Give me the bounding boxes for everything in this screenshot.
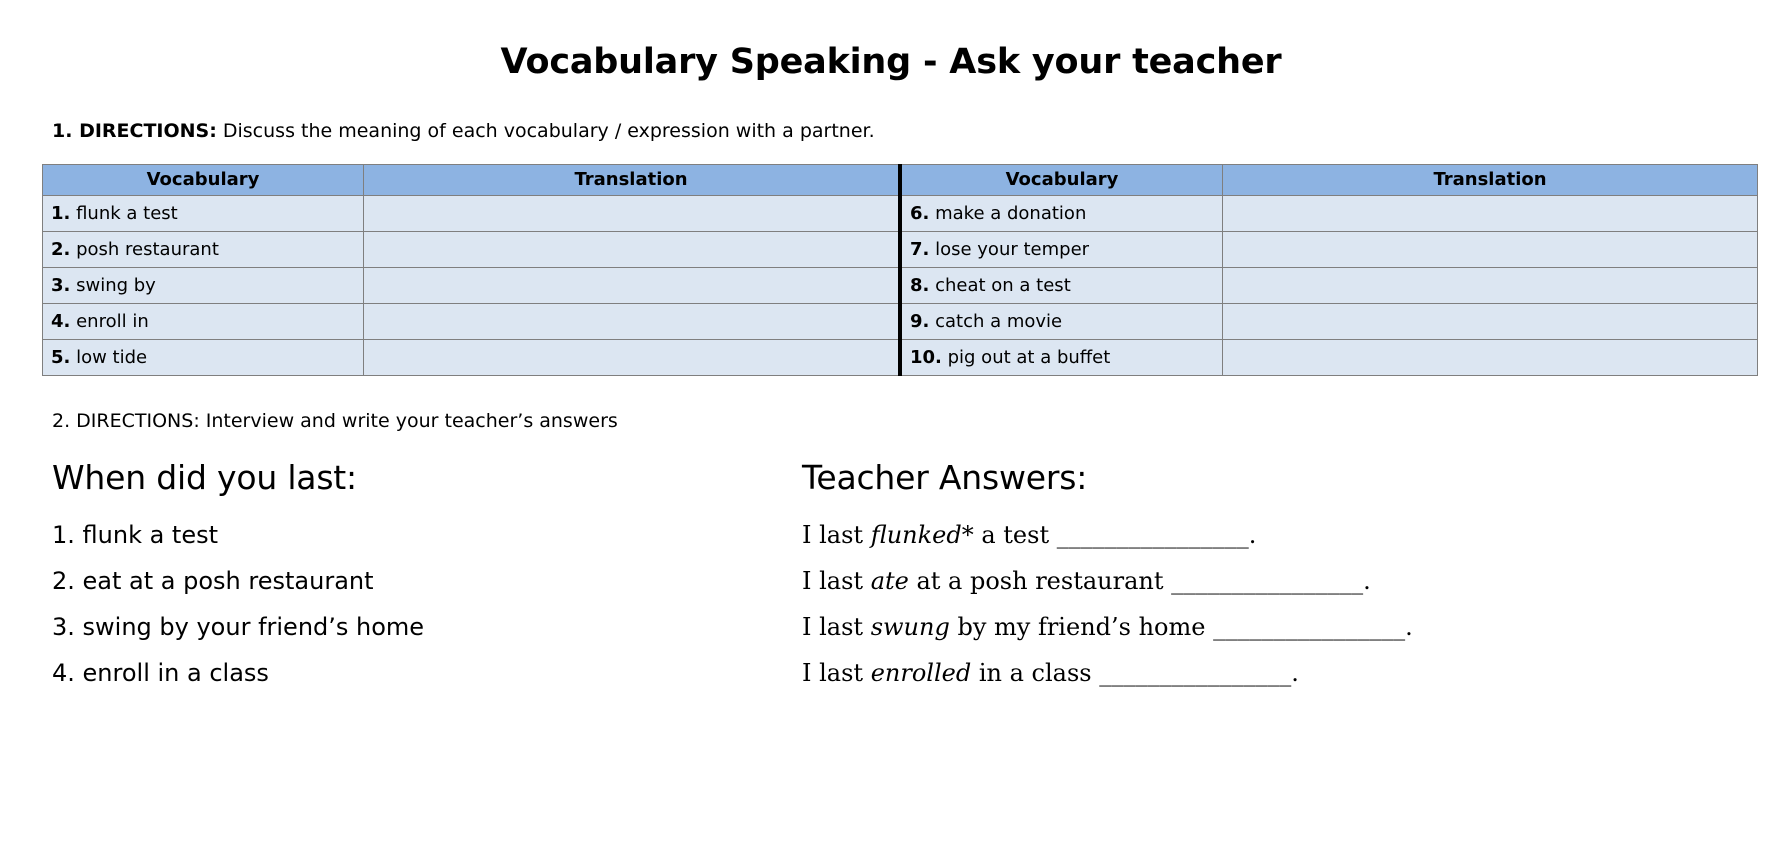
item-text: posh restaurant: [70, 238, 219, 260]
cell-translation-right[interactable]: [1223, 196, 1758, 232]
cell-vocab-left: [43, 268, 364, 304]
cell-translation-left[interactable]: [364, 304, 901, 340]
answer-verb: enrolled: [870, 659, 972, 687]
answer-verb: swung: [870, 613, 950, 641]
item-number: 5.: [51, 346, 71, 368]
directions-2-text: Interview and write your teacher’s answers: [199, 410, 618, 432]
item-number: 3.: [51, 274, 71, 296]
item-text: pig out at a buffet: [941, 346, 1111, 368]
question-item: 4. enroll in a class: [52, 659, 269, 687]
table-row: [43, 232, 1758, 268]
item-number: 7.: [910, 238, 930, 260]
item-text: lose your temper: [929, 238, 1090, 260]
answer-item[interactable]: [802, 661, 1702, 685]
table-row: [43, 196, 1758, 232]
item-text: cheat on a test: [929, 274, 1071, 296]
answer-verb: ate: [870, 567, 909, 595]
answer-item[interactable]: [802, 569, 1702, 593]
questions-list: [52, 523, 802, 685]
cell-translation-left[interactable]: [364, 232, 901, 268]
answer-suffix: in a class ________________.: [971, 659, 1299, 687]
answer-prefix: I last: [802, 567, 871, 595]
cell-translation-right[interactable]: [1223, 304, 1758, 340]
directions-1-label: DIRECTIONS:: [79, 120, 217, 142]
answers-heading: Teacher Answers:: [802, 458, 1088, 497]
worksheet-page: [0, 42, 1776, 862]
cell-translation-left[interactable]: [364, 196, 901, 232]
item-text: make a donation: [929, 202, 1087, 224]
header-vocabulary-right: Vocabulary: [900, 165, 1223, 196]
directions-2-number: 2.: [52, 410, 77, 432]
cell-vocab-right: [900, 232, 1223, 268]
cell-vocab-right: [900, 304, 1223, 340]
header-vocabulary-left: Vocabulary: [43, 165, 364, 196]
answer-item[interactable]: [802, 523, 1702, 547]
answer-prefix: I last: [802, 613, 871, 641]
answer-prefix: I last: [802, 659, 871, 687]
answer-prefix: I last: [802, 521, 871, 549]
cell-translation-left[interactable]: [364, 340, 901, 376]
question-answer-area: [52, 458, 1776, 707]
directions-1-text: Discuss the meaning of each vocabulary / expression with a partner.: [216, 120, 875, 142]
cell-translation-right[interactable]: [1223, 340, 1758, 376]
item-number: 8.: [910, 274, 930, 296]
directions-2-label: DIRECTIONS:: [76, 410, 200, 432]
page-title: Vocabulary Speaking - Ask your teacher: [500, 42, 1282, 82]
question-item: 2. eat at a posh restaurant: [52, 567, 374, 595]
directions-1-number: 1.: [52, 120, 80, 142]
item-text: flunk a test: [70, 202, 178, 224]
answer-suffix: a test ________________.: [973, 521, 1257, 549]
answer-verb: flunked*: [870, 521, 974, 549]
answer-item[interactable]: [802, 615, 1702, 639]
item-text: enroll in: [70, 310, 149, 332]
vocabulary-table: [42, 164, 1758, 376]
cell-translation-left[interactable]: [364, 268, 901, 304]
item-number: 6.: [910, 202, 930, 224]
question-item: 1. flunk a test: [52, 521, 219, 549]
table-row: [43, 268, 1758, 304]
item-number: 10.: [910, 346, 942, 368]
answers-column: [802, 458, 1702, 707]
cell-vocab-right: [900, 268, 1223, 304]
header-translation-right: Translation: [1223, 165, 1758, 196]
item-text: swing by: [70, 274, 156, 296]
item-number: 1.: [51, 202, 71, 224]
question-item: 3. swing by your friend’s home: [52, 613, 425, 641]
cell-vocab-left: [43, 196, 364, 232]
header-translation-left: Translation: [364, 165, 901, 196]
item-number: 2.: [51, 238, 71, 260]
table-header-row: [43, 165, 1758, 196]
cell-vocab-left: [43, 340, 364, 376]
item-text: low tide: [70, 346, 148, 368]
cell-vocab-right: [900, 196, 1223, 232]
item-number: 4.: [51, 310, 71, 332]
cell-vocab-right: [900, 340, 1223, 376]
item-number: 9.: [910, 310, 930, 332]
cell-translation-right[interactable]: [1223, 232, 1758, 268]
questions-column: [52, 458, 802, 707]
item-text: catch a movie: [929, 310, 1063, 332]
answers-list: [802, 523, 1702, 685]
cell-vocab-left: [43, 232, 364, 268]
cell-translation-right[interactable]: [1223, 268, 1758, 304]
directions-1: [52, 120, 1776, 142]
answer-suffix: by my friend’s home ________________.: [949, 613, 1413, 641]
cell-vocab-left: [43, 304, 364, 340]
answer-suffix: at a posh restaurant ________________.: [908, 567, 1371, 595]
questions-heading: When did you last:: [52, 458, 357, 497]
directions-2: [52, 410, 1776, 432]
table-row: [43, 304, 1758, 340]
table-row: [43, 340, 1758, 376]
